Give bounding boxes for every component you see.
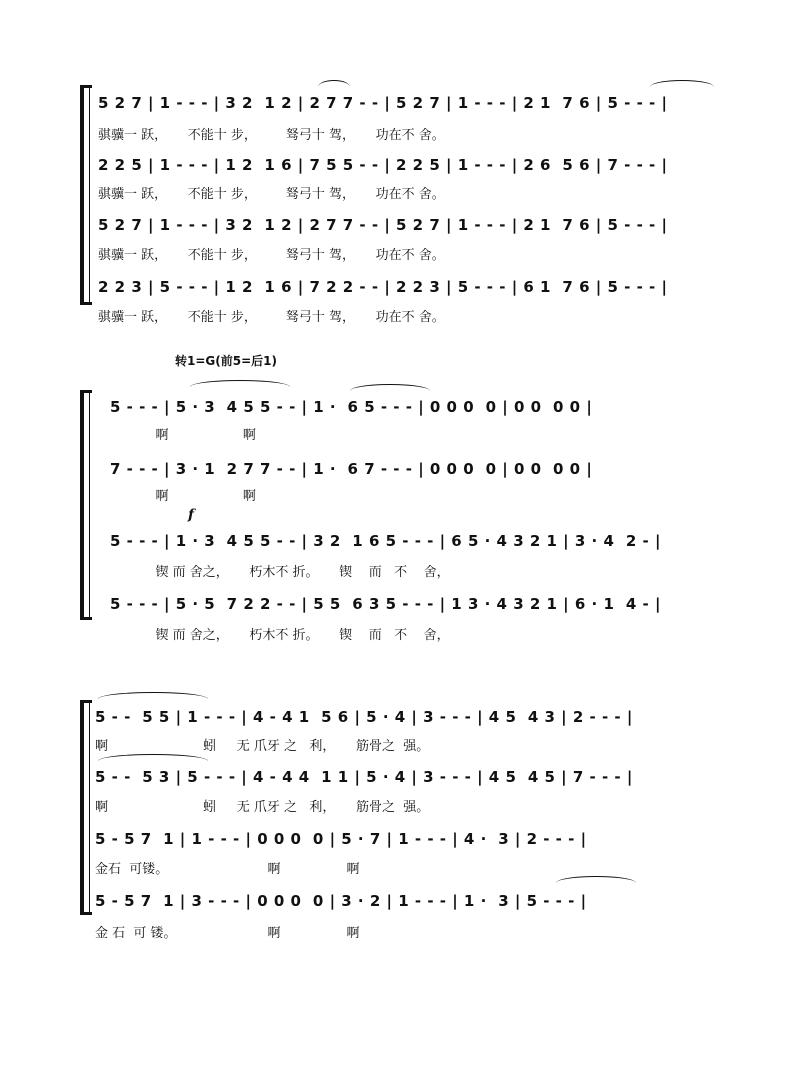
system-1-bracket xyxy=(89,85,90,305)
slur xyxy=(650,80,714,87)
system-2-brace xyxy=(80,390,84,620)
s3-part3-lyrics: 金石 可镂。 啊 啊 xyxy=(95,862,360,877)
slur xyxy=(318,80,350,87)
system-3-brace xyxy=(80,700,84,915)
s2-part1-lyrics: 啊 啊 xyxy=(110,428,256,443)
s1-part1-lyrics: 骐骥一 跃， 不能十 步， 驽弓十 驾， 功在不 舍。 xyxy=(98,128,445,143)
s2-part3-lyrics: 锲 而 舍之， 朽木不 折。 锲 而 不 舍， xyxy=(110,565,450,580)
s2-part1-notes: 5 - - - | 5 · 3 4 5 5 - - | 1 · 6 5 - - - | 0 0 0 0 | 0 0 0 0 | xyxy=(110,398,593,416)
system-2-bracket xyxy=(89,390,90,620)
s3-part2-lyrics: 啊 蚓 无 爪牙 之 利， 筋骨之 强。 xyxy=(95,800,430,815)
system-3-bracket xyxy=(89,700,90,915)
s2-part4-notes: 5 - - - | 5 · 5 7 2 2 - - | 5 5 6 3 5 - - - | 1 3 · 4 3 2 1 | 6 · 1 4 - | xyxy=(110,595,661,613)
s2-part2-notes: 7 - - - | 3 · 1 2 7 7 - - | 1 · 6 7 - - - | 0 0 0 0 | 0 0 0 0 | xyxy=(110,460,593,478)
s3-part1-notes: 5 - - 5 5 | 1 - - - | 4 - 4 1 5 6 | 5 · 4 | 3 - - - | 4 5 4 3 | 2 - - - | xyxy=(95,708,633,726)
s2-part3-notes: 5 - - - | 1 · 3 4 5 5 - - | 3 2 1 6 5 - - - | 6 5 · 4 3 2 1 | 3 · 4 2 - | xyxy=(110,532,661,550)
s3-part1-lyrics: 啊 蚓 无 爪牙 之 利， 筋骨之 强。 xyxy=(95,739,430,754)
s1-part3-lyrics: 骐骥一 跃， 不能十 步， 驽弓十 驾， 功在不 舍。 xyxy=(98,248,445,263)
s1-part4-lyrics: 骐骥一 跃， 不能十 步， 驽弓十 驾， 功在不 舍。 xyxy=(98,310,445,325)
s1-part1-notes: 5 2 7 | 1 - - - | 3 2 1 2 | 2 7 7 - - | 5 2 7 | 1 - - - | 2 1 7 6 | 5 - - - | xyxy=(98,94,668,112)
s1-part2-lyrics: 骐骥一 跃， 不能十 步， 驽弓十 驾， 功在不 舍。 xyxy=(98,187,445,202)
system-1-brace xyxy=(80,85,84,305)
s1-part4-notes: 2 2 3 | 5 - - - | 1 2 1 6 | 7 2 2 - - | 2 2 3 | 5 - - - | 6 1 7 6 | 5 - - - | xyxy=(98,278,668,296)
slur xyxy=(98,692,208,699)
s2-part2-lyrics: 啊 啊 xyxy=(110,489,256,504)
s1-part3-notes: 5 2 7 | 1 - - - | 3 2 1 2 | 2 7 7 - - | 5 2 7 | 1 - - - | 2 1 7 6 | 5 - - - | xyxy=(98,216,668,234)
slur xyxy=(98,754,208,761)
s3-part4-lyrics: 金 石 可 镂。 啊 啊 xyxy=(95,926,360,941)
slur xyxy=(350,384,430,391)
s1-part2-notes: 2 2 5 | 1 - - - | 1 2 1 6 | 7 5 5 - - | 2 2 5 | 1 - - - | 2 6 5 6 | 7 - - - | xyxy=(98,156,668,174)
s2-part4-lyrics: 锲 而 舍之， 朽木不 折。 锲 而 不 舍， xyxy=(110,628,450,643)
dynamic-forte: f xyxy=(188,507,195,523)
slur xyxy=(556,876,636,883)
slur xyxy=(190,380,290,387)
s3-part2-notes: 5 - - 5 3 | 5 - - - | 4 - 4 4 1 1 | 5 · 4 | 3 - - - | 4 5 4 5 | 7 - - - | xyxy=(95,768,633,786)
s3-part4-notes: 5 - 5 7 1 | 3 - - - | 0 0 0 0 | 3 · 2 | 1 - - - | 1 · 3 | 5 - - - | xyxy=(95,892,587,910)
s3-part3-notes: 5 - 5 7 1 | 1 - - - | 0 0 0 0 | 5 · 7 | 1 - - - | 4 · 3 | 2 - - - | xyxy=(95,830,587,848)
key-change-label: 转1=G(前5=后1) xyxy=(175,354,277,368)
